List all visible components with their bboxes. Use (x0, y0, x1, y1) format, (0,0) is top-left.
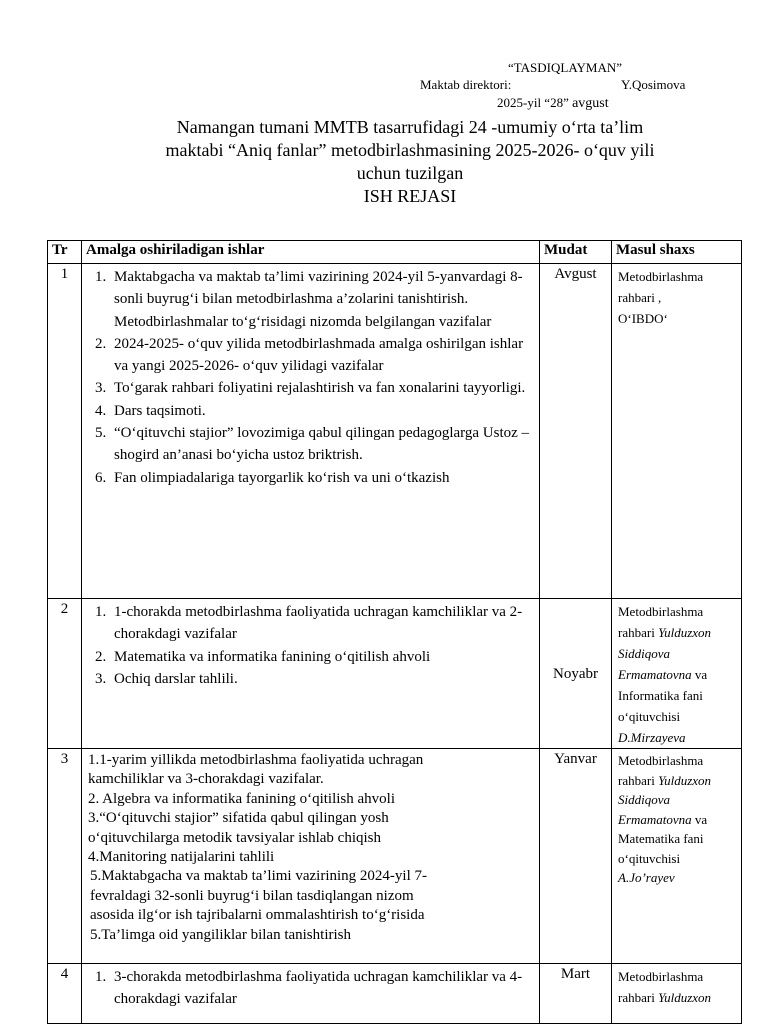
responsible-name: Ermamatovna (618, 667, 692, 682)
task-item: 1. Maktabgacha va maktab ta’limi vazirining 2024-yil 5-yanvardagi 8- sonli buyrug‘i bilan metodbirlashma a’zolarini tanishtirish. Metodbirlashmalar to‘g‘risidagi nizomda belgilangan vazifalar (110, 266, 539, 333)
responsible-name: Ermamatovna (618, 811, 692, 827)
task-item: 4. Dars taqsimoti. (110, 400, 539, 422)
responsible-line: rahbari (618, 990, 655, 1005)
task-item: 6. Fan olimpiadalariga tayorgarlik ko‘rish va uni o‘tkazish (110, 467, 539, 489)
row-tasks (82, 749, 540, 964)
row-term: Noyabr (540, 599, 612, 749)
responsible-conjunction: va (694, 811, 708, 827)
task-line: fevraldagi 32-sonli buyrug‘i bilan tasdiqlangan nizom (90, 887, 414, 904)
director-name: Y.Qosimova (621, 77, 686, 92)
row-number: 1 (48, 264, 82, 599)
responsible-line: o‘qituvchisi (618, 850, 681, 866)
work-plan-table (47, 240, 742, 1024)
row-term: Mart (540, 964, 612, 1024)
row-responsible (612, 264, 742, 599)
responsible-line: Metodbirlashma (618, 604, 704, 619)
table-header-row (48, 241, 742, 264)
row-term: Yanvar (540, 749, 612, 964)
director-position: Maktab direktori: (420, 77, 512, 92)
table-row (48, 749, 742, 964)
task-item: 3. Ochiq darslar tahlili. (110, 668, 539, 690)
task-line: o‘qituvchilarga metodik tavsiyalar ishlab chiqish (88, 829, 381, 846)
task-line: 2. Algebra va informatika fanining o‘qitilish ahvoli (88, 790, 396, 807)
table-row (48, 599, 742, 749)
responsible-line: Matematika fani (618, 831, 704, 846)
header-number: Tr (48, 241, 82, 264)
row-number: 2 (48, 599, 82, 749)
task-line: 1.1-yarim yillikda metodbirlashma faoliyatida uchragan (88, 752, 424, 768)
responsible-name: Yulduzxon (658, 625, 712, 640)
responsible-name: Siddiqova (618, 792, 670, 807)
responsible-line: rahbari (618, 772, 655, 788)
row-responsible (612, 964, 742, 1024)
approval-date-month: avgust (572, 96, 609, 111)
row-number: 4 (48, 964, 82, 1024)
task-item: 1. 3-chorakda metodbirlashma faoliyatida uchragan kamchiliklar va 4-chorakdagi vazifalar (110, 966, 539, 1011)
table-row (48, 264, 742, 599)
responsible-line: Metodbirlashma (618, 269, 704, 284)
task-item: 1. 1-chorakda metodbirlashma faoliyatida uchragan kamchiliklar va 2-chorakdagi vazifalar (110, 601, 539, 646)
task-line: 5.Maktabgacha va maktab ta’limi vazirining 2024-yil 7- (90, 868, 427, 885)
task-item: 5. “O‘qituvchi stajior” lovozimiga qabul qilingan pedagoglarga Ustoz –shogird an’anasi bo‘yicha ustoz briktrish. (110, 422, 539, 467)
header-responsible: Masul shaxs (612, 241, 742, 264)
task-line: kamchiliklar va 3-chorakdagi vazifalar. (88, 771, 324, 788)
title-line: Namangan tumani MMTB tasarrufidagi 24 -umumiy o‘rta ta’lim (176, 117, 644, 137)
responsible-line: Metodbirlashma (618, 753, 704, 768)
header-term: Mudat (540, 241, 612, 264)
row-tasks (82, 264, 540, 599)
responsible-line: Informatika fani (618, 688, 703, 703)
responsible-name: Yulduzxon (658, 772, 712, 788)
responsible-name: D.Mirzayeva (618, 730, 686, 745)
task-line: asosida ilg‘or ish tajribalarni ommalashtirish to‘g‘risida (90, 907, 425, 924)
document-title (100, 116, 720, 208)
row-tasks (82, 599, 540, 749)
row-responsible (612, 599, 742, 749)
responsible-line: o‘qituvchisi (618, 709, 681, 724)
title-ish-rejasi: ISH REJASI (363, 186, 457, 206)
responsible-name: Yulduzxon (658, 990, 712, 1005)
task-line: 3.“O‘qituvchi stajior” sifatida qabul qilingan yosh (88, 810, 389, 827)
row-tasks (82, 964, 540, 1024)
task-line: 4.Manitoring natijalarini tahlili (88, 849, 275, 866)
table-row (48, 964, 742, 1024)
responsible-conjunction: va (694, 667, 708, 682)
responsible-line: O‘IBDO‘ (618, 311, 668, 326)
responsible-line: rahbari , (618, 290, 662, 305)
task-line: 5.Ta’limga oid yangiliklar bilan tanishtirish (90, 926, 351, 943)
row-responsible (612, 749, 742, 964)
approval-heading: “TASDIQLAYMAN” (508, 60, 623, 75)
header-tasks: Amalga oshiriladigan ishlar (82, 241, 540, 264)
responsible-name: Siddiqova (618, 646, 670, 661)
title-line: maktabi “Aniq fanlar” metodbirlashmasining 2025-2026- o‘quv yili (165, 140, 655, 160)
row-term: Avgust (540, 264, 612, 599)
row-number: 3 (48, 749, 82, 964)
approval-date-prefix: 2025-yil “28” (497, 95, 569, 110)
task-item: 2. Matematika va informatika fanining o‘qitilish ahvoli (110, 646, 539, 668)
approval-date (497, 95, 609, 112)
task-item: 2. 2024-2025- o‘quv yilida metodbirlashmada amalga oshirilgan ishlar va yangi 2025-2026- o‘quv yilidagi vazifalar (110, 333, 539, 378)
title-line: uchun tuzilgan (356, 163, 464, 183)
task-item: 3. To‘garak rahbari foliyatini rejalashtirish va fan xonalarini tayyorligi. (110, 377, 539, 399)
responsible-name: A.Jo’rayev (618, 870, 675, 885)
responsible-line: Metodbirlashma (618, 969, 704, 984)
responsible-line: rahbari (618, 625, 655, 640)
